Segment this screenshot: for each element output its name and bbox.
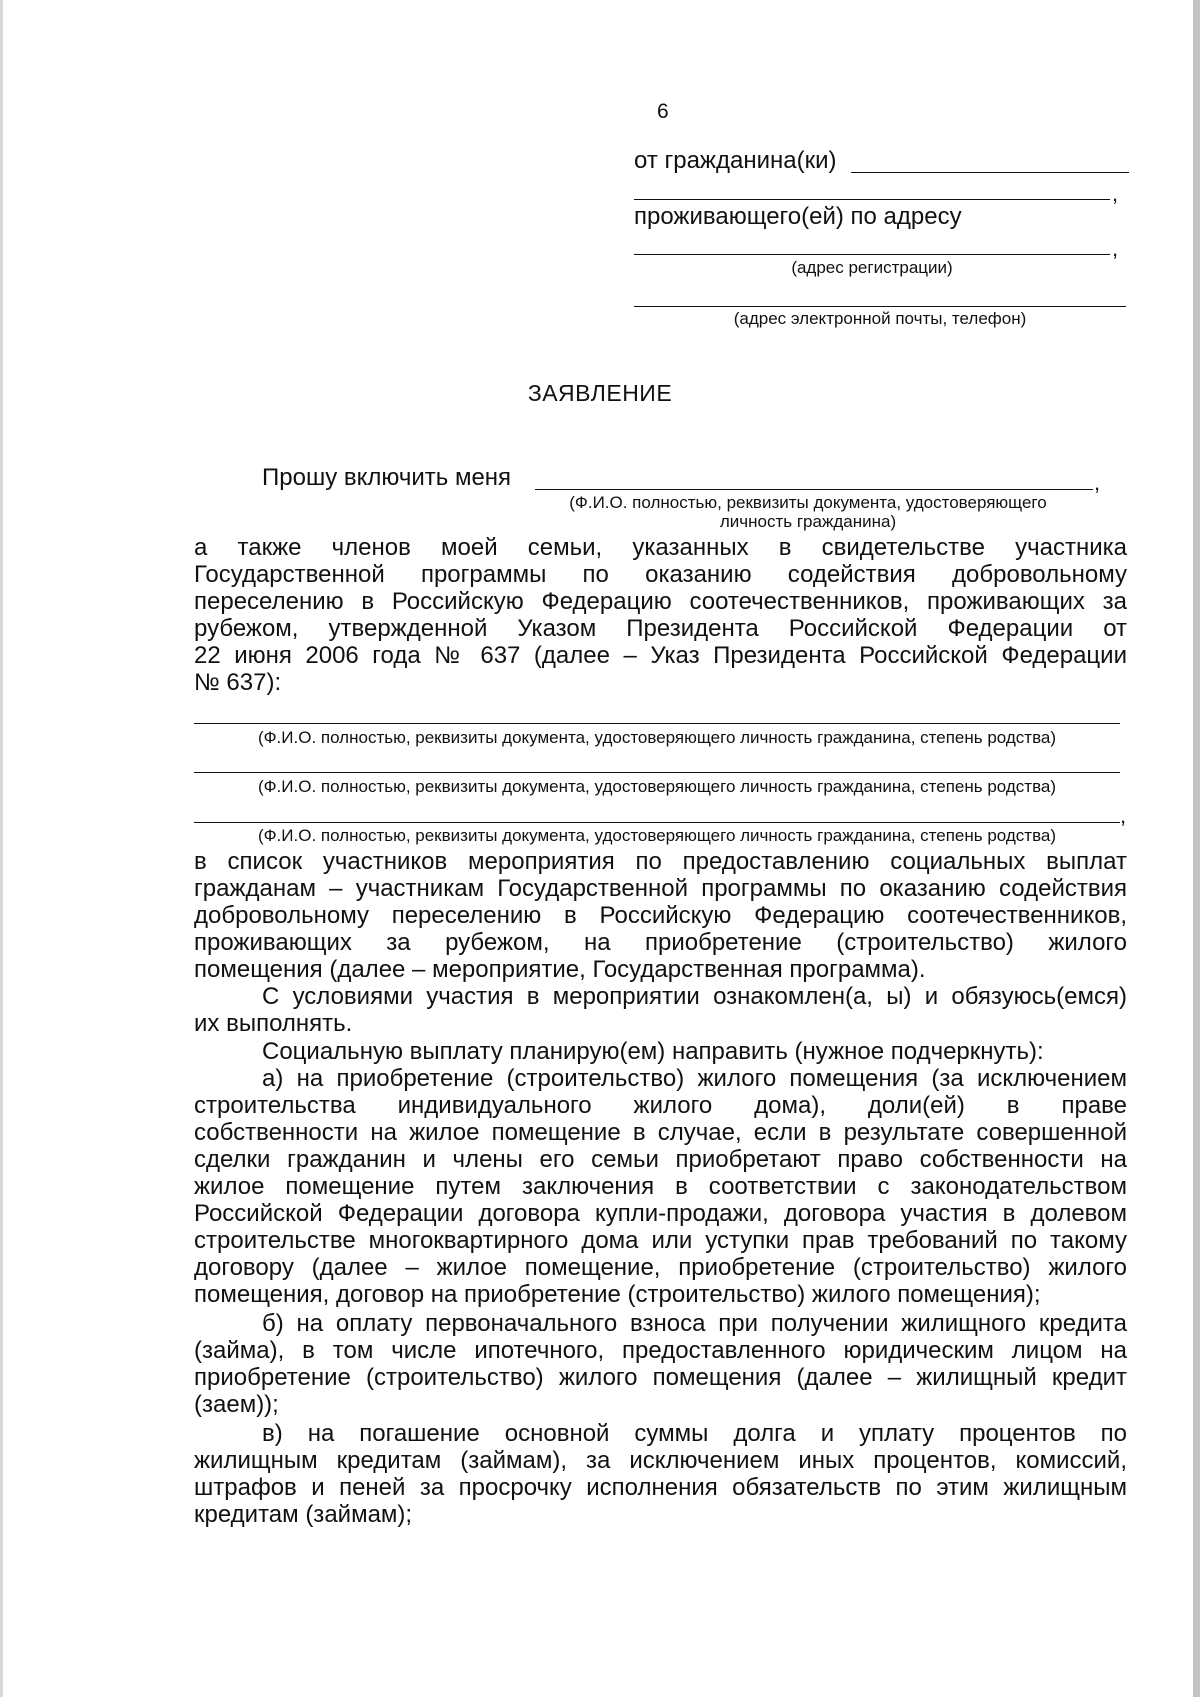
paragraph-line: штрафов и пеней за просрочку исполнения обязательств по этим жилищным: [194, 1474, 1127, 1501]
paragraph-line: строительства индивидуального жилого дома), доли(ей) в праве: [194, 1092, 1127, 1119]
applicant-name-line: [535, 489, 1093, 490]
paragraph-line: рубежом, утвержденной Указом Президента Российской Федерации от: [194, 615, 1127, 642]
paragraph-line: в список участников мероприятия по предоставлению социальных выплат: [194, 848, 1127, 875]
paragraph-line: жилищным кредитам (займам), за исключением иных процентов, комиссий,: [194, 1447, 1127, 1474]
email-phone-line: [634, 306, 1126, 307]
citizen-name-line: [851, 172, 1129, 173]
paragraph-line: сделки гражданин и члены его семьи приобретают право собственности на: [194, 1146, 1127, 1173]
residing-at-label: проживающего(ей) по адресу: [634, 203, 962, 230]
paragraph-line: Российской Федерации договора купли-продажи, договора участия в долевом: [194, 1200, 1127, 1227]
line-comma: ,: [1120, 803, 1127, 828]
paragraph-line: Государственной программы по оказанию содействия добровольному: [194, 561, 1127, 588]
line-comma: ,: [1094, 470, 1101, 495]
request-lead: Прошу включить меня: [262, 464, 512, 491]
line-comma: ,: [1112, 181, 1119, 206]
social-payment-intro: [194, 1038, 1127, 1065]
paragraph-line: (заем));: [194, 1391, 279, 1418]
paragraph-line: 22 июня 2006 года № 637 (далее – Указ Президента Российской Федерации: [194, 642, 1127, 669]
paragraph-line: жилое помещение путем заключения в соответствии с законодательством: [194, 1173, 1127, 1200]
paragraph-line: а) на приобретение (строительство) жилого помещения (за исключением: [262, 1065, 1127, 1092]
paragraph-line: договору (далее – жилое помещение, приобретение (строительство) жилого: [194, 1254, 1127, 1281]
paragraph-line: б) на оплату первоначального взноса при получении жилищного кредита: [262, 1310, 1127, 1337]
line-comma: ,: [1112, 236, 1119, 261]
paragraph-line: в) на погашение основной суммы долга и уплату процентов по: [262, 1420, 1127, 1447]
paragraph-line: С условиями участия в мероприятии ознакомлен(а, ы) и обязуюсь(емся): [262, 983, 1127, 1010]
scan-edge-left: [0, 0, 3, 1697]
option-a-paragraph: [194, 1065, 1127, 1308]
paragraph-line: а также членов моей семьи, указанных в свидетельстве участника: [194, 534, 1127, 561]
paragraph-line: Социальную выплату планирую(ем) направить (нужное подчеркнуть):: [262, 1038, 1044, 1065]
paragraph-line: их выполнять.: [194, 1010, 353, 1037]
paragraph-line: добровольному переселению в Российскую Федерацию соотечественников,: [194, 902, 1127, 929]
paragraph-line: кредитам (займам);: [194, 1501, 413, 1528]
reg-address-caption: (адрес регистрации): [791, 258, 953, 277]
family-member-line-3: [194, 822, 1120, 823]
conditions-paragraph: [194, 983, 1127, 1037]
family-member-caption-1: (Ф.И.О. полностью, реквизиты документа, удостоверяющего личность гражданина, степень родства): [257, 728, 1057, 747]
document-title: ЗАЯВЛЕНИЕ: [527, 380, 673, 406]
family-paragraph: [194, 534, 1127, 696]
option-c-paragraph: [194, 1420, 1127, 1528]
address-line: [634, 254, 1110, 255]
family-member-caption-2: (Ф.И.О. полностью, реквизиты документа, удостоверяющего личность гражданина, степень родства): [257, 777, 1057, 796]
paragraph-line: (займа), в том числе ипотечного, предоставленного юридическим лицом на: [194, 1337, 1127, 1364]
list-paragraph: [194, 848, 1127, 983]
page-number: 6: [657, 100, 669, 123]
family-member-caption-3: (Ф.И.О. полностью, реквизиты документа, удостоверяющего личность гражданина, степень родства): [257, 826, 1057, 845]
family-member-line-1: [194, 723, 1120, 724]
paragraph-line: собственности на жилое помещение в случае, если в результате совершенной: [194, 1119, 1127, 1146]
citizen-name-line-2: [634, 199, 1110, 200]
applicant-caption-line-2: личность гражданина): [719, 512, 897, 531]
applicant-caption-line-1: (Ф.И.О. полностью, реквизиты документа, удостоверяющего: [569, 493, 1047, 512]
paragraph-line: помещения (далее – мероприятие, Государственная программа).: [194, 956, 926, 983]
email-phone-caption: (адрес электронной почты, телефон): [733, 309, 1027, 328]
from-citizen-label: от гражданина(ки): [634, 147, 837, 174]
paragraph-line: приобретение (строительство) жилого помещения (далее – жилищный кредит: [194, 1364, 1127, 1391]
paragraph-line: строительстве многоквартирного дома или уступки прав требований по такому: [194, 1227, 1127, 1254]
paragraph-line: переселению в Российскую Федерацию соотечественников, проживающих за: [194, 588, 1127, 615]
paragraph-line: помещения, договор на приобретение (строительство) жилого помещения);: [194, 1281, 1041, 1308]
paragraph-line: № 637):: [194, 669, 282, 696]
family-member-line-2: [194, 772, 1120, 773]
paragraph-line: гражданам – участникам Государственной программы по оказанию содействия: [194, 875, 1127, 902]
scan-edge-right: [1193, 0, 1200, 1697]
option-b-paragraph: [194, 1310, 1127, 1418]
paragraph-line: проживающих за рубежом, на приобретение (строительство) жилого: [194, 929, 1127, 956]
